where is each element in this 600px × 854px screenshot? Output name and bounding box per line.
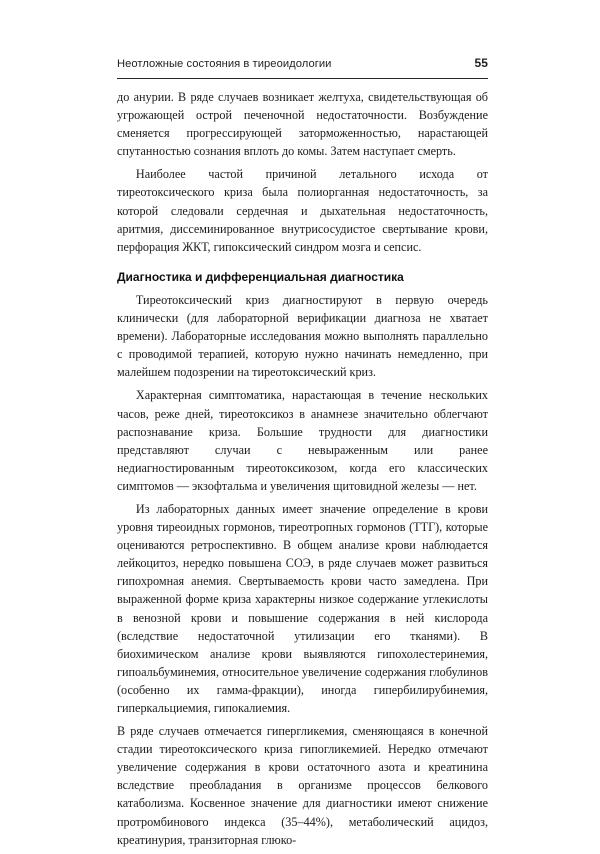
paragraph: Характерная симптоматика, нарастающая в течение нескольких часов, реже дней, тиреотоксикоз в анамнезе значительно облегчают распознавание криза. Большие трудности для диагностики представляют случаи с невыраженным или ранее недиагностированным тиреотоксикозом, когда его классических симптомов — экзофтальма и увеличения щитовидной железы — нет. [117,388,488,493]
paragraph: Из лабораторных данных имеет значение определение в крови уровня тиреоидных гормонов, тиреотропных гормонов (ТТГ), которые оцениваются ретроспективно. В общем анализе крови наблюдается лейкоцитоз, нередко повышена СОЭ, в ряде случаев может развиться гипохромная анемия. Свертываемость крови часто замедлена. При выраженной форме криза характерны низкое содержание углекислоты в венозной крови и повышение содержания в ней кислорода (вследствие недостаточной утилизации его тканями). В биохимическом анализе крови выявляются гипохолестеринемия, гипоальбуминемия, относительное увеличение содержания глобулинов (особенно их гамма-фракции), иногда гипербилирубинемия, гиперкальциемия, гипокалиемия. [117,501,488,715]
body-text [117,88,488,849]
paragraph: Наиболее частой причиной летального исхода от тиреотоксического криза была полиорганная недостаточность, за которой следовали сердечная и дыхательная недостаточность, аритмия, диссеминированное внутрисосудистое свертывание крови, перфорация ЖКТ, гипоксический синдром мозга и сепсис. [117,167,488,254]
running-title: Неотложные состояния в тиреоидологии [117,58,332,70]
paragraph: до анурии. В ряде случаев возникает желтуха, свидетельствующая об угрожающей острой печеночной недостаточности. Возбуждение сменяется прогрессирующей заторможенностью, нарастающей спутанностью сознания вплоть до комы. Затем наступает смерть. [117,90,488,159]
paragraph: Тиреотоксический криз диагностируют в первую очередь клинически (для лабораторной верификации диагноза не хватает времени). Лабораторные исследования можно выполнять параллельно с проводимой терапией, которую нужно начинать немедленно, при малейшем подозрении на тиреотоксический криз. [117,292,488,380]
page-number: 55 [474,56,488,70]
paragraph: В ряде случаев отмечается гипергликемия, сменяющаяся в конечной стадии тиреотоксического криза гипогликемией. Нередко отмечают увеличение содержания в крови остаточного азота и креатинина вследствие преобладания в организме процессов белкового катаболизма. Косвенное значение для диагностики имеют снижение протромбинового индекса (35–44%), метаболический ацидоз, креатинурия, транзиторная глюко- [117,724,488,847]
running-header [117,56,488,79]
section-heading: Диагностика и дифференциальная диагностика [117,269,404,284]
book-page [117,56,488,854]
